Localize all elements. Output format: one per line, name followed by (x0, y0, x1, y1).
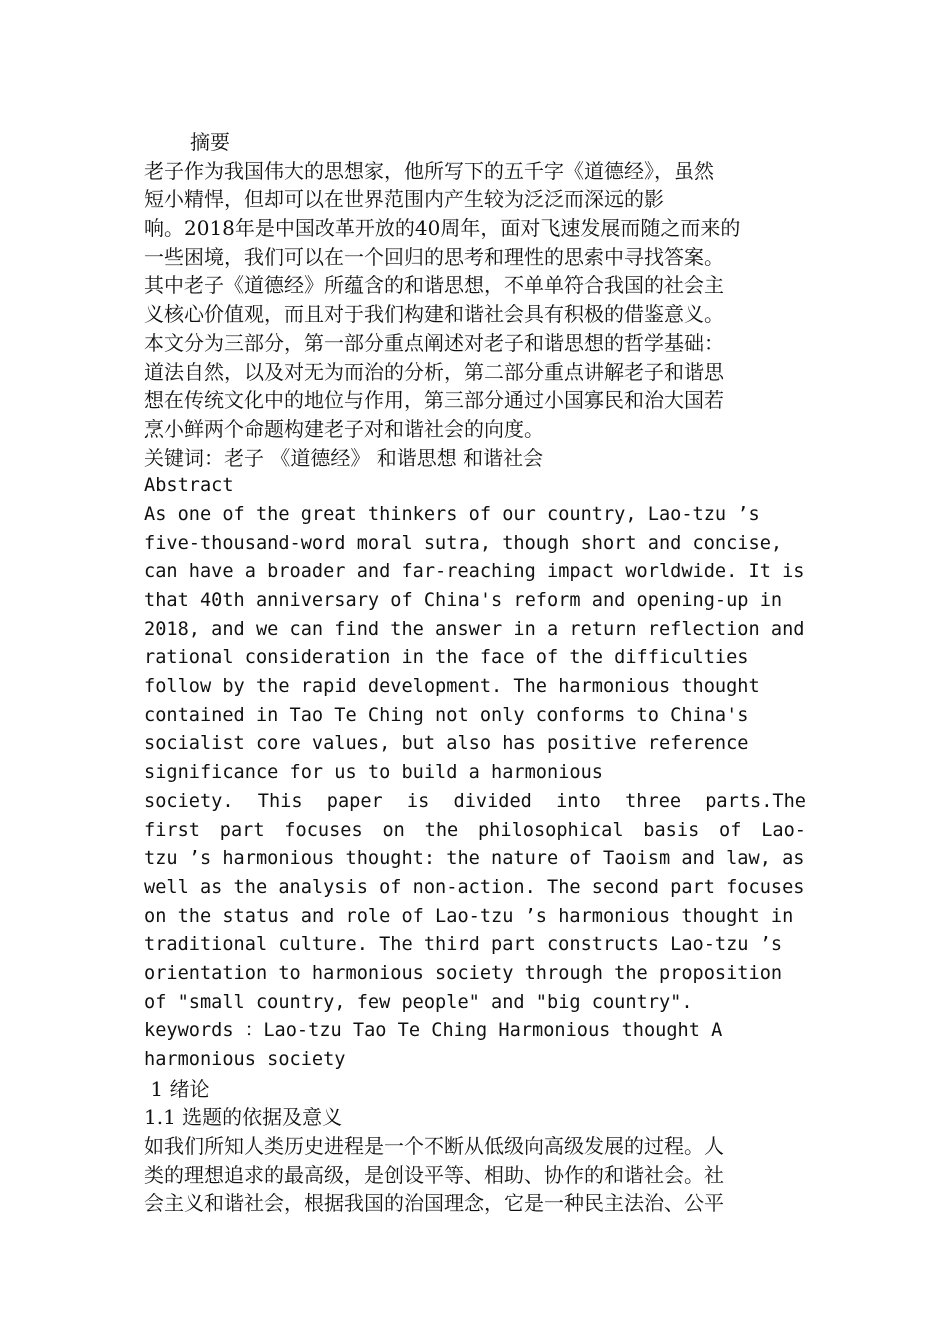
abstract-zh-line: 其中老子《道德经》所蕴含的和谐思想，不单单符合我国的社会主 (144, 273, 724, 298)
abstract-en-line: can have a broader and far-reaching impact worldwide. It is (144, 561, 805, 583)
abstract-zh-line: 义核心价值观，而且对于我们构建和谐社会具有积极的借鉴意义。 (144, 302, 724, 327)
abstract-zh-line: 烹小鲜两个命题构建老子对和谐社会的向度。 (144, 416, 544, 441)
abstract-zh-line: 短小精悍，但却可以在世界范围内产生较为泛泛而深远的影 (144, 187, 664, 212)
document-body (144, 128, 806, 1218)
abstract-heading: 摘要 (190, 130, 230, 154)
abstract-en-line: traditional culture. The third part constructs Lao-tzu ’s (144, 934, 783, 956)
abstract-en-line: on the status and role of Lao-tzu ’s harmonious thought in (144, 905, 794, 927)
body-zh-line: 类的理想追求的最高级，是创设平等、相助、协作的和谐社会。社 (144, 1162, 724, 1187)
abstract-en-line: follow by the rapid development. The harmonious thought (144, 676, 760, 698)
abstract-en-line: socialist core values, but also has positive reference (144, 733, 749, 755)
abstract-en-line: well as the analysis of non-action. The second part focuses (144, 876, 805, 898)
abstract-en-heading: Abstract (144, 475, 234, 497)
body-zh-line: 会主义和谐社会，根据我国的治国理念，它是一种民主法治、公平 (144, 1191, 724, 1216)
abstract-en-line: significance for us to build a harmonious (144, 762, 603, 784)
abstract-zh-line: 道法自然，以及对无为而治的分析，第二部分重点讲解老子和谐思 (144, 359, 724, 384)
abstract-en-line: orientation to harmonious society through the proposition (144, 962, 783, 984)
abstract-en-line: that 40th anniversary of China's reform and opening-up in (144, 590, 783, 611)
abstract-zh-line: 一些困境，我们可以在一个回归的思考和理性的思索中寻找答案。 (144, 244, 724, 269)
keywords-zh: 关键词：老子 《道德经》 和谐思想 和谐社会 (144, 445, 544, 470)
abstract-zh-line: 响。2018年是中国改革开放的40周年，面对飞速发展而随之而来的 (144, 216, 741, 241)
abstract-en-line: five-thousand-word moral sutra, though short and concise, (144, 532, 783, 554)
abstract-zh-line: 本文分为三部分，第一部分重点阐述对老子和谐思想的哲学基础： (144, 330, 724, 355)
abstract-en-line: tzu ’s harmonious thought: the nature of Taoism and law, as (144, 848, 805, 870)
abstract-zh-line: 想在传统文化中的地位与作用，第三部分通过小国寡民和治大国若 (144, 388, 724, 413)
keywords-en-line: harmonious society (144, 1049, 346, 1070)
body-zh-line: 如我们所知人类历史进程是一个不断从低级向高级发展的过程。人 (144, 1134, 724, 1159)
abstract-en-line: 2018, and we can find the answer in a return reflection and (144, 618, 805, 640)
keywords-en-line: keywords ：Lao-tzu Tao Te Ching Harmonious thought A (144, 1020, 723, 1042)
abstract-en-line: As one of the great thinkers of our country, Lao-tzu ’s (144, 503, 760, 525)
section-heading-1-1: 1.1 选题的依据及意义 (144, 1105, 343, 1130)
section-heading-1: 1 绪论 (144, 1076, 210, 1101)
abstract-zh-line: 老子作为我国伟大的思想家，他所写下的五千字《道德经》，虽然 (144, 158, 714, 183)
abstract-en-line: first part focuses on the philosophical basis of Lao- (144, 819, 806, 841)
abstract-en-line: contained in Tao Te Ching not only conforms to China's (144, 704, 749, 726)
abstract-en-line: society. This paper is divided into three parts.The (144, 790, 806, 812)
abstract-en-line: rational consideration in the face of the difficulties (144, 647, 749, 669)
abstract-en-line: of "small country, few people" and "big country". (144, 991, 693, 1013)
